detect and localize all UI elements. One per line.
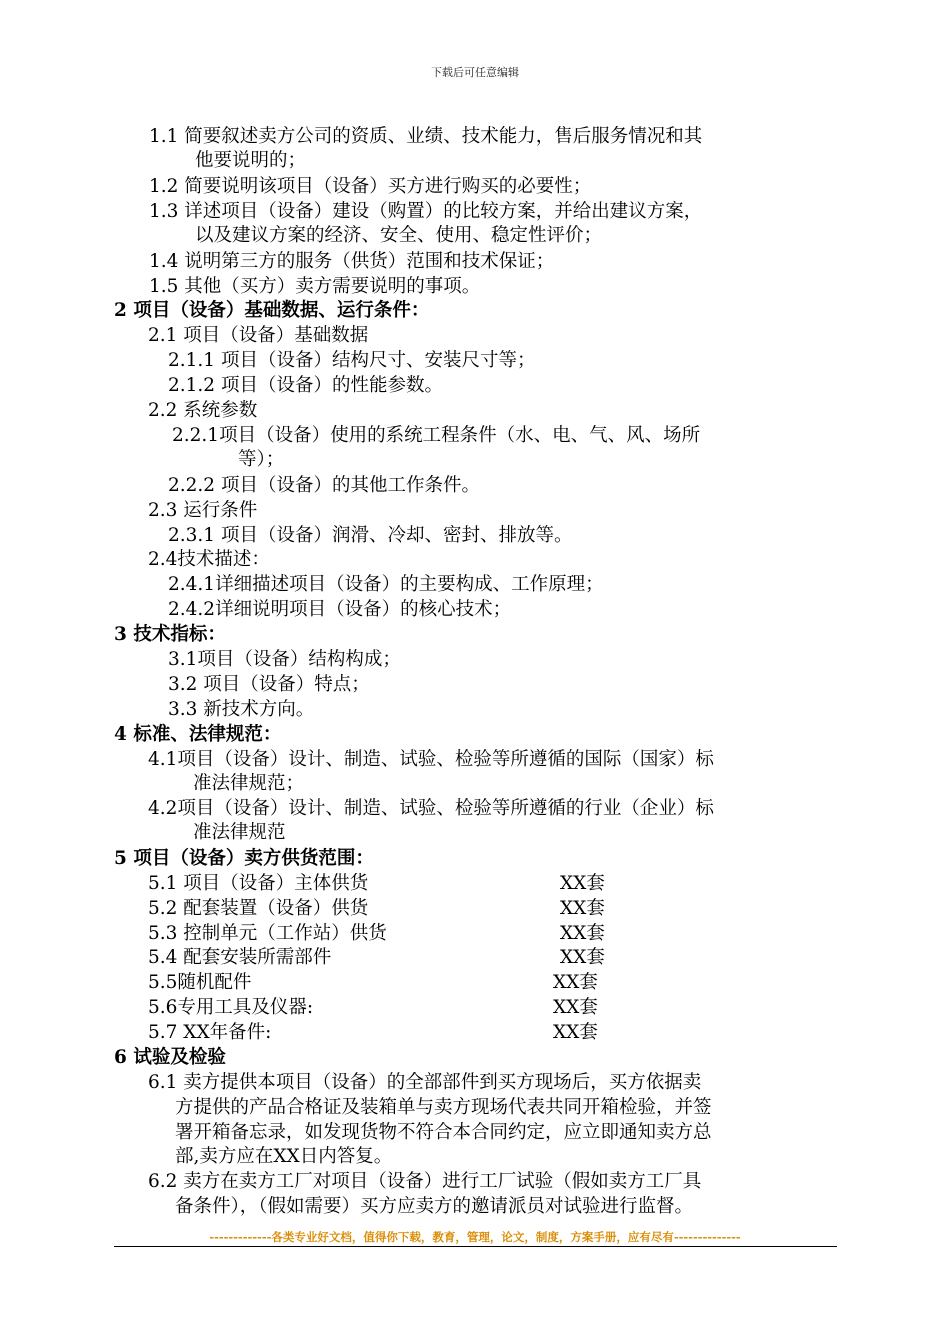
supply-item-qty: XX套 [553,1022,598,1043]
heading-2: 2 项目（设备）基础数据、运行条件： [114,300,430,321]
supply-item-qty: XX套 [560,873,605,894]
supply-item-label: 5.4 配套安装所需部件 [148,947,332,968]
section-2-1: 2.1 项目（设备）基础数据 [148,325,369,346]
section-1-3-cont: 以及建议方案的经济、安全、使用、稳定性评价； [195,225,603,246]
section-2-2-1: 2.2.1项目（设备）使用的系统工程条件（水、电、气、风、场所 [172,425,701,446]
section-2-1-1: 2.1.1 项目（设备）结构尺寸、安装尺寸等； [168,350,536,371]
supply-item-qty: XX套 [560,923,605,944]
section-2-1-2: 2.1.2 项目（设备）的性能参数。 [168,375,443,396]
section-1-4: 1.4 说明第三方的服务（供货）范围和技术保证； [149,251,555,272]
section-2-3: 2.3 运行条件 [148,500,258,521]
section-1-3: 1.3 详述项目（设备）建设（购置）的比较方案，并给出建议方案， [149,201,703,222]
section-4-1: 4.1项目（设备）设计、制造、试验、检验等所遵循的国际（国家）标 [148,749,714,770]
section-4-1-cont: 准法律规范； [193,773,305,794]
section-2-3-1: 2.3.1 项目（设备）润滑、冷却、密封、排放等。 [168,525,573,546]
section-2-2-1-cont: 等）； [238,449,285,470]
section-6-2: 6.2 卖方在卖方工厂对项目（设备）进行工厂试验（假如卖方工厂具 [148,1171,702,1192]
supply-item-label: 5.2 配套装置（设备）供货 [148,898,369,919]
section-2-2: 2.2 系统参数 [148,400,258,421]
section-4-2-cont: 准法律规范 [193,822,286,843]
heading-4: 4 标准、法律规范： [114,724,282,745]
supply-item-qty: XX套 [553,997,598,1018]
supply-item-qty: XX套 [560,947,605,968]
heading-6: 6 试验及检验 [114,1047,226,1068]
section-6-1: 6.1 卖方提供本项目（设备）的全部部件到买方现场后，买方依据卖 [148,1072,702,1093]
page-header: 下载后可任意编辑 [431,66,519,79]
footer-banner: -------------各类专业好文档，值得你下载，教育，管理，论文，制度，方案手册，应有尽有-------------- [209,1230,741,1244]
supply-item-label: 5.7 XX年备件: [148,1022,272,1043]
section-2-4: 2.4技术描述： [148,549,270,570]
supply-item-label: 5.3 控制单元（工作站）供货 [148,923,387,944]
section-1-2: 1.2 简要说明该项目（设备）买方进行购买的必要性； [149,176,592,197]
section-6-2-cont: 备条件），（假如需要）买方应卖方的邀请派员对试验进行监督。 [175,1196,694,1217]
section-2-4-2: 2.4.2详细说明项目（设备）的核心技术； [168,599,512,620]
footer-rule [114,1246,837,1247]
section-2-2-2: 2.2.2 项目（设备）的其他工作条件。 [168,475,480,496]
section-1-1-cont: 他要说明的； [195,150,307,171]
section-1-1: 1.1 简要叙述卖方公司的资质、业绩、技术能力，售后服务情况和其 [149,126,703,147]
section-3-2: 3.2 项目（设备）特点； [168,674,370,695]
section-1-5: 1.5 其他（买方）卖方需要说明的事项。 [149,276,481,297]
section-6-1-cont: 方提供的产品合格证及装箱单与卖方现场代表共同开箱检验，并签 [175,1097,712,1118]
section-4-2: 4.2项目（设备）设计、制造、试验、检验等所遵循的行业（企业）标 [148,798,714,819]
section-3-3: 3.3 新技术方向。 [168,699,315,720]
section-2-4-1: 2.4.1详细描述项目（设备）的主要构成、工作原理； [168,574,604,595]
supply-item-qty: XX套 [553,972,598,993]
heading-3: 3 技术指标： [114,624,226,645]
section-6-1-cont: 部,卖方应在XX日内答复。 [175,1146,393,1167]
supply-item-label: 5.5随机配件 [148,972,252,993]
section-6-1-cont: 署开箱备忘录，如发现货物不符合本合同约定，应立即通知卖方总 [175,1122,712,1143]
supply-item-qty: XX套 [560,898,605,919]
heading-5: 5 项目（设备）卖方供货范围： [114,848,374,869]
supply-item-label: 5.1 项目（设备）主体供货 [148,873,369,894]
section-3-1: 3.1项目（设备）结构构成； [168,649,401,670]
supply-item-label: 5.6专用工具及仪器: [148,997,314,1018]
